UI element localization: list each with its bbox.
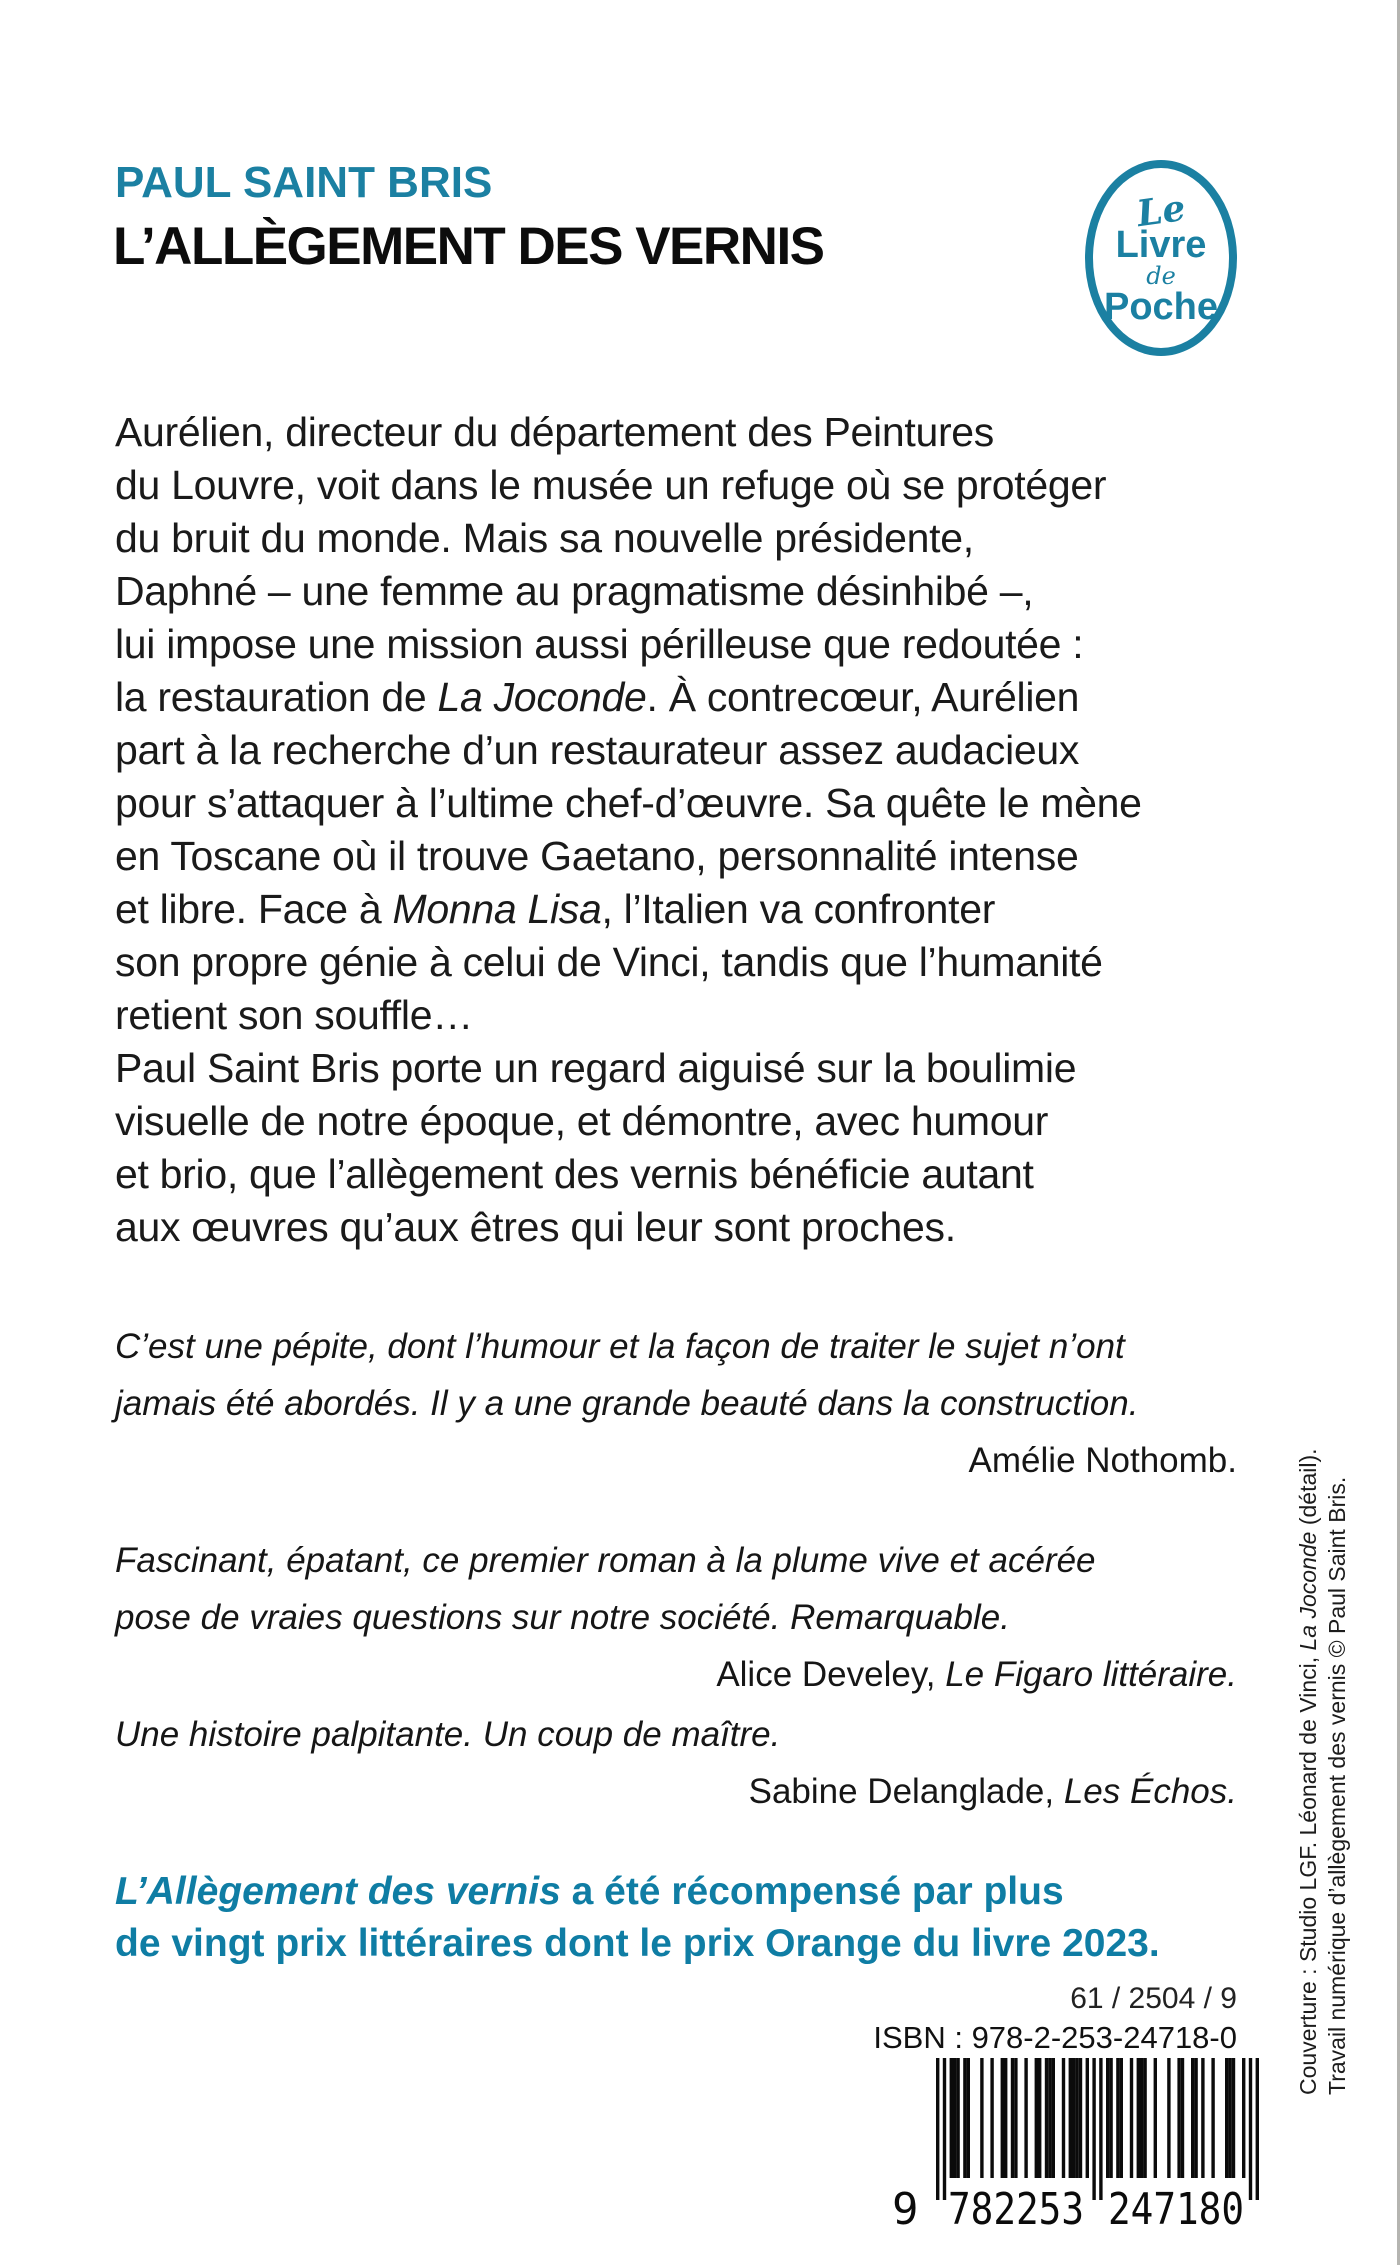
- quote-attribution: Amélie Nothomb.: [968, 1441, 1237, 1480]
- cover-credits: Couverture : Studio LGF. Léonard de Vinci, La Joconde (détail). Travail numérique d’allègement des vernis © Paul Saint Bris.: [1295, 1448, 1350, 2095]
- review-quote-figaro: [115, 1532, 1237, 1703]
- barcode-bars: [886, 2058, 1262, 2228]
- svg-text:782253: 782253: [948, 2184, 1084, 2228]
- ean13-barcode: [115, 2058, 1262, 2228]
- review-quote-nothomb: [115, 1318, 1237, 1489]
- logo-word-le: Le: [1134, 186, 1188, 236]
- review-quote-echos: [115, 1706, 1237, 1820]
- isbn-number: ISBN : 978-2-253-24718-0: [873, 2020, 1237, 2055]
- award-note: L’Allègement des vernis a été récompensé par plus de vingt prix littéraires dont le prix Orange du livre 2023.: [115, 1870, 1160, 1965]
- logo-word-livre: Livre: [1115, 224, 1207, 266]
- quote-attribution: Sabine Delanglade, Les Échos.: [748, 1772, 1237, 1811]
- synopsis-text: Aurélien, directeur du département des Peintures du Louvre, voit dans le musée un refuge où se protéger du bruit du monde. Mais sa nouvelle présidente, Daphné – une femme au pragmatisme désinhibé –, lui impose une mission aussi périlleuse que redoutée : la restauration de La Joconde. À contrecœur, Aurélien part à la recherche d’un restaurateur assez audacieux pour s’attaquer à l’ultime chef-d’œuvre. Sa quête le mène en Toscane où il trouve Gaetano, personnalité intense et libre. Face à Monna Lisa, l’Italien va confronter son propre génie à celui de Vinci, tandis que l’humanité retient son souffle… Paul Saint Bris porte un regard aiguisé sur la boulimie visuelle de notre époque, et démontre, avec humour et brio, que l’allègement des vernis bénéficie autant aux œuvres qu’aux êtres qui leur sont proches.: [115, 409, 1142, 1250]
- logo-word-de: de: [1146, 262, 1176, 290]
- quote-attribution: Alice Develey, Le Figaro littéraire.: [716, 1655, 1237, 1694]
- book-title: L’ALLÈGEMENT DES VERNIS: [113, 217, 824, 276]
- quote-text: Fascinant, épatant, ce premier roman à la plume vive et acérée pose de vraies questions sur notre société. Remarquable.: [115, 1541, 1096, 1637]
- author-name: PAUL SAINT BRIS: [115, 158, 493, 207]
- publisher-logo: [1085, 160, 1237, 356]
- svg-text:247180: 247180: [1108, 2184, 1244, 2228]
- logo-word-poche: Poche: [1103, 286, 1219, 328]
- quote-text: C’est une pépite, dont l’humour et la façon de traiter le sujet n’ont jamais été abordés. Il y a une grande beauté dans la construction.: [115, 1327, 1139, 1423]
- svg-text:9: 9: [892, 2184, 919, 2228]
- quote-text: Une histoire palpitante. Un coup de maître.: [115, 1715, 781, 1754]
- edition-code: 61 / 2504 / 9: [1070, 1982, 1237, 2015]
